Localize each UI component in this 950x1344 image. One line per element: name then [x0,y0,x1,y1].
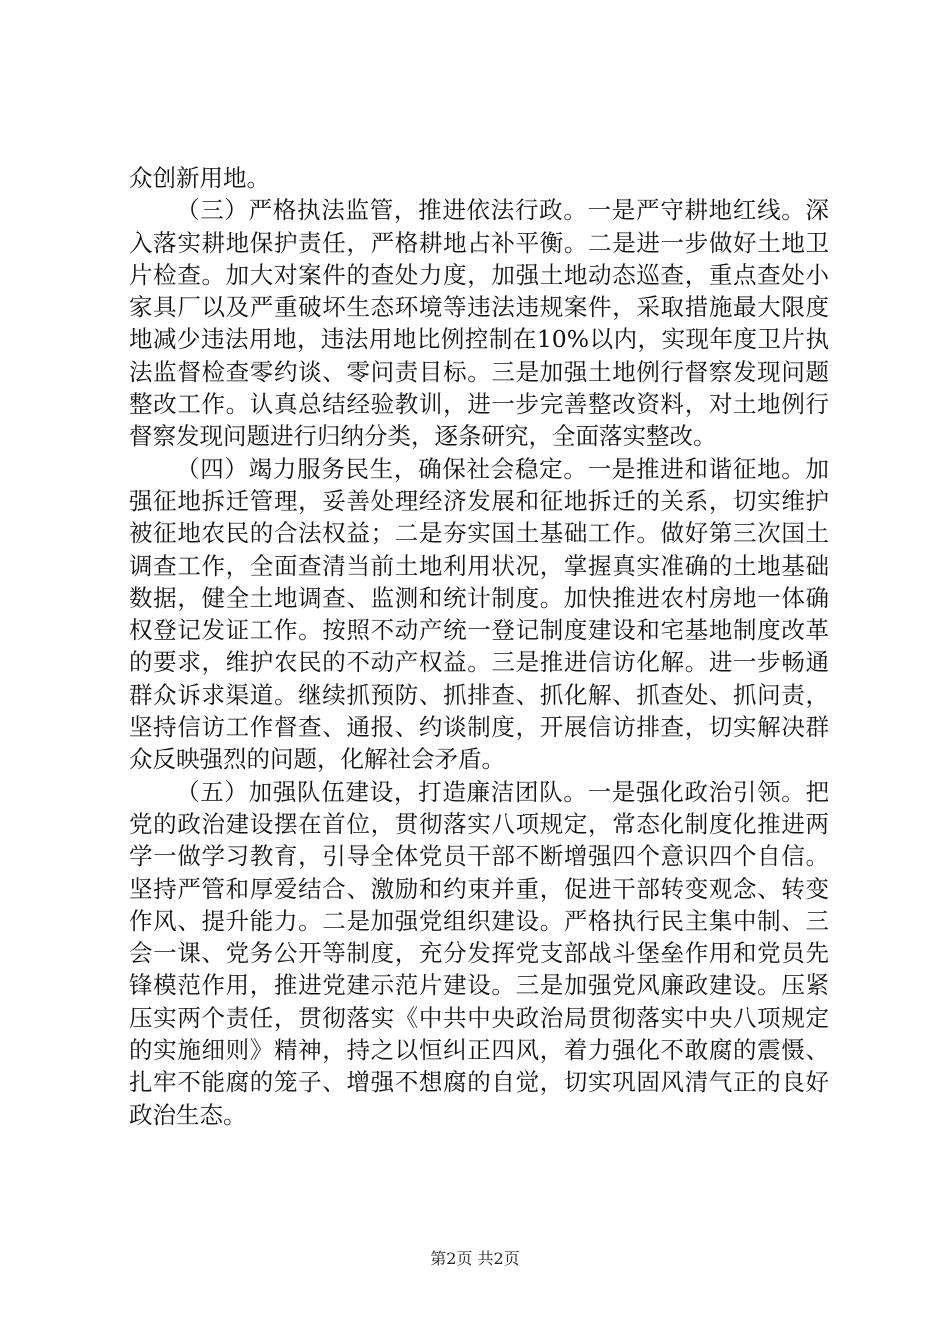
page-number-footer: 第2页 共2页 [430,1249,520,1268]
paragraph-continuation: 众创新用地。 [129,164,270,192]
document-body [129,162,829,1131]
paragraph-section-three: （三）严格执法监管，推进依法行政。一是严守耕地红线。深入落实耕地保护责任，严格耕地占补平衡。二是进一步做好土地卫片检查。加大对案件的查处力度，加强土地动态巡查，重点查处小家具厂以及严重破坏生态环境等违法违规案件，采取措施最大限度地减少违法用地，违法用地比例控制在10%以内，实现年度卫片执法监督检查零约谈、零问责目标。三是加强土地例行督察发现问题整改工作。认真总结经验教训，进一步完善整改资料，对土地例行督察发现问题进行归纳分类，逐条研究，全面落实整改。 [129,196,829,451]
paragraph-section-five: （五）加强队伍建设，打造廉洁团队。一是强化政治引领。把党的政治建设摆在首位，贯彻落实八项规定，常态化制度化推进两学一做学习教育，引导全体党员干部不断增强四个意识四个自信。坚持严管和厚爱结合、激励和约束并重，促进干部转变观念、转变作风、提升能力。二是加强党组织建设。严格执行民主集中制、三会一课、党务公开等制度，充分发挥党支部战斗堡垒作用和党员先锋模范作用，推进党建示范片建设。三是加强党风廉政建设。压紧压实两个责任，贯彻落实《中共中央政治局贯彻落实中央八项规定的实施细则》精神，持之以恒纠正四风，着力强化不敢腐的震慑、扎牢不能腐的笼子、增强不想腐的自觉，切实巩固风清气正的良好政治生态。 [129,777,829,1129]
paragraph-section-four: （四）竭力服务民生，确保社会稳定。一是推进和谐征地。加强征地拆迁管理，妥善处理经济发展和征地拆迁的关系，切实维护被征地农民的合法权益；二是夯实国土基础工作。做好第三次国土调查工作，全面查清当前土地利用状况，掌握真实准确的土地基础数据，健全土地调查、监测和统计制度。加快推进农村房地一体确权登记发证工作。按照不动产统一登记制度建设和宅基地制度改革的要求，维护农民的不动产权益。三是推进信访化解。进一步畅通群众诉求渠道。继续抓预防、抓排查、抓化解、抓查处、抓问责，坚持信访工作督查、通报、约谈制度，开展信访排查，切实解决群众反映强烈的问题，化解社会矛盾。 [129,454,829,774]
